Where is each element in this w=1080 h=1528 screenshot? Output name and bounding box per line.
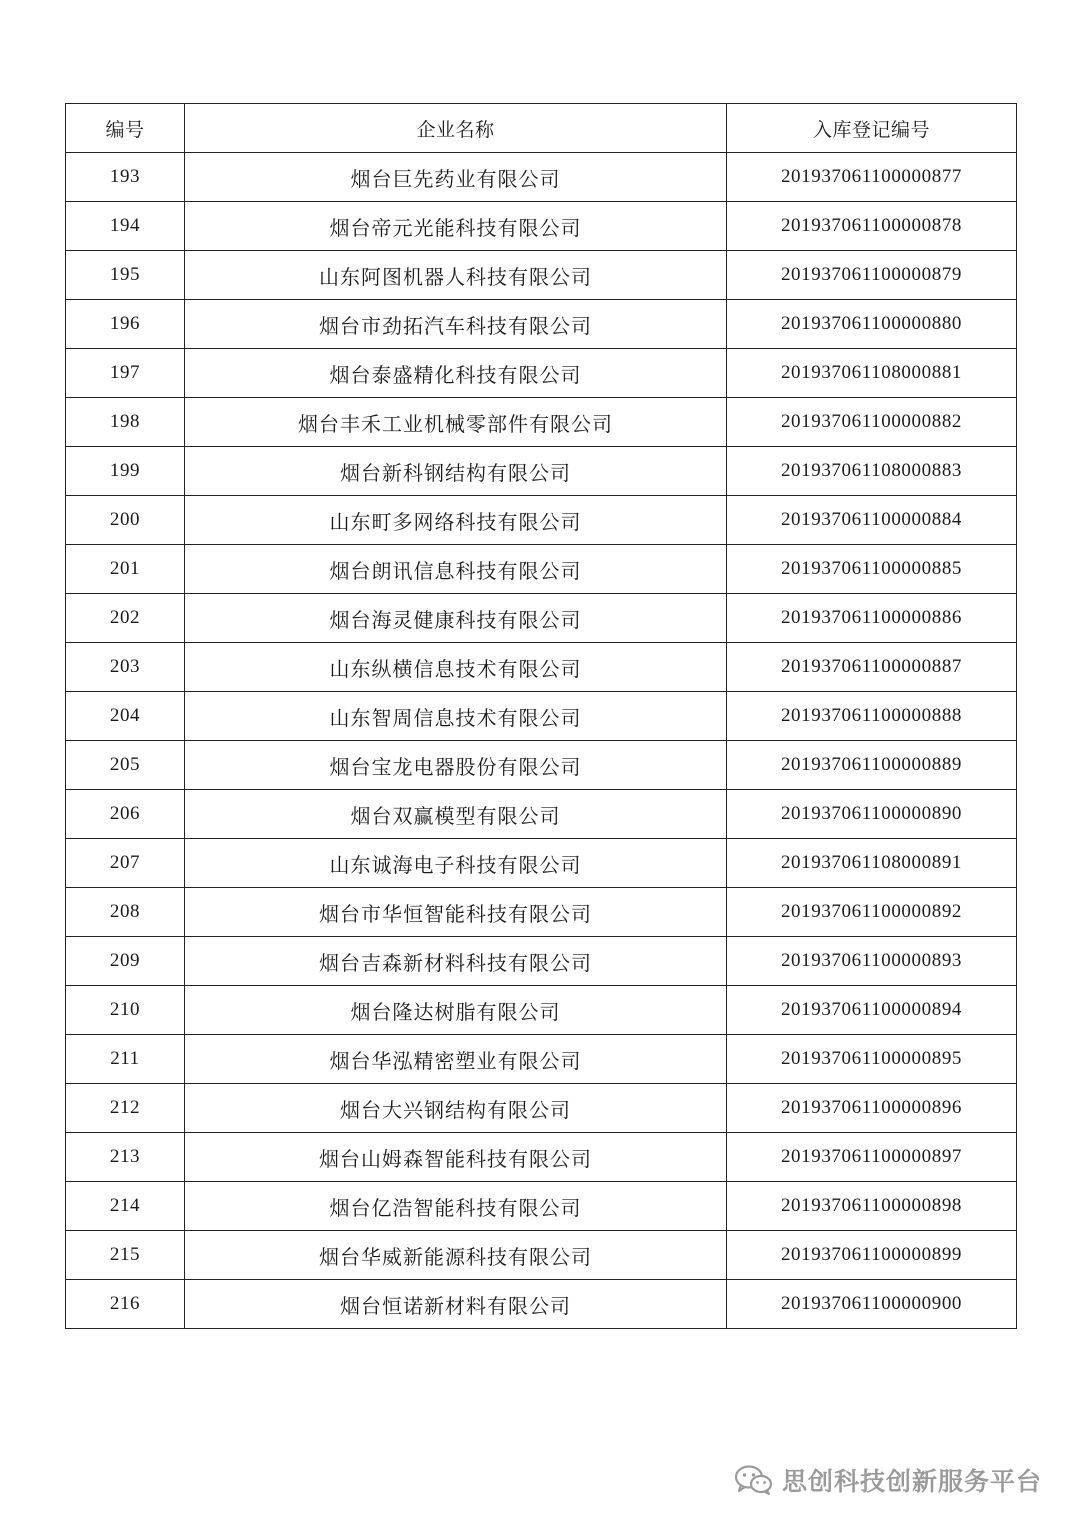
table-row <box>66 545 1017 594</box>
row-registration-number: 201937061108000883 <box>727 447 1017 496</box>
row-registration-number: 201937061100000900 <box>727 1280 1017 1329</box>
table-header-row <box>66 104 1017 153</box>
watermark-text: 思创科技创新服务平台 <box>781 1467 1042 1496</box>
table-row <box>66 790 1017 839</box>
table-row <box>66 888 1017 937</box>
row-company-name: 烟台恒诺新材料有限公司 <box>185 1280 727 1329</box>
row-company-name: 烟台双赢模型有限公司 <box>185 790 727 839</box>
row-registration-number: 201937061100000877 <box>727 153 1017 202</box>
row-number: 199 <box>66 447 185 496</box>
row-number: 211 <box>66 1035 185 1084</box>
row-company-name: 山东智周信息技术有限公司 <box>185 692 727 741</box>
table-row <box>66 447 1017 496</box>
table-row <box>66 349 1017 398</box>
row-registration-number: 201937061100000894 <box>727 986 1017 1035</box>
row-company-name: 烟台华泓精密塑业有限公司 <box>185 1035 727 1084</box>
row-registration-number: 201937061100000885 <box>727 545 1017 594</box>
row-registration-number: 201937061100000887 <box>727 643 1017 692</box>
table-row <box>66 496 1017 545</box>
table-row <box>66 1231 1017 1280</box>
table-row <box>66 986 1017 1035</box>
row-registration-number: 201937061100000884 <box>727 496 1017 545</box>
enterprise-registry-table <box>65 103 1017 1329</box>
row-company-name: 烟台隆达树脂有限公司 <box>185 986 727 1035</box>
row-registration-number: 201937061100000897 <box>727 1133 1017 1182</box>
row-registration-number: 201937061100000892 <box>727 888 1017 937</box>
row-company-name: 烟台巨先药业有限公司 <box>185 153 727 202</box>
table-row <box>66 937 1017 986</box>
row-number: 194 <box>66 202 185 251</box>
row-registration-number: 201937061100000889 <box>727 741 1017 790</box>
row-number: 212 <box>66 1084 185 1133</box>
table-row <box>66 153 1017 202</box>
row-number: 216 <box>66 1280 185 1329</box>
row-registration-number: 201937061100000896 <box>727 1084 1017 1133</box>
table-row <box>66 300 1017 349</box>
row-registration-number: 201937061100000895 <box>727 1035 1017 1084</box>
row-company-name: 烟台亿浩智能科技有限公司 <box>185 1182 727 1231</box>
row-number: 202 <box>66 594 185 643</box>
table-row <box>66 692 1017 741</box>
row-number: 203 <box>66 643 185 692</box>
row-number: 200 <box>66 496 185 545</box>
row-company-name: 烟台华威新能源科技有限公司 <box>185 1231 727 1280</box>
row-number: 206 <box>66 790 185 839</box>
row-registration-number: 201937061100000882 <box>727 398 1017 447</box>
row-number: 210 <box>66 986 185 1035</box>
row-registration-number: 201937061100000888 <box>727 692 1017 741</box>
table-row <box>66 202 1017 251</box>
row-company-name: 山东町多网络科技有限公司 <box>185 496 727 545</box>
row-company-name: 烟台大兴钢结构有限公司 <box>185 1084 727 1133</box>
table-row <box>66 1133 1017 1182</box>
row-number: 204 <box>66 692 185 741</box>
header-registration-number: 入库登记编号 <box>727 104 1017 153</box>
row-number: 205 <box>66 741 185 790</box>
row-company-name: 烟台帝元光能科技有限公司 <box>185 202 727 251</box>
table-row <box>66 398 1017 447</box>
table-row <box>66 643 1017 692</box>
wechat-icon <box>734 1464 774 1496</box>
row-registration-number: 201937061100000898 <box>727 1182 1017 1231</box>
row-number: 195 <box>66 251 185 300</box>
row-number: 196 <box>66 300 185 349</box>
row-company-name: 烟台朗讯信息科技有限公司 <box>185 545 727 594</box>
row-company-name: 山东纵横信息技术有限公司 <box>185 643 727 692</box>
row-number: 193 <box>66 153 185 202</box>
row-number: 215 <box>66 1231 185 1280</box>
row-number: 208 <box>66 888 185 937</box>
row-registration-number: 201937061100000879 <box>727 251 1017 300</box>
row-registration-number: 201937061100000886 <box>727 594 1017 643</box>
row-number: 214 <box>66 1182 185 1231</box>
row-registration-number: 201937061100000878 <box>727 202 1017 251</box>
row-registration-number: 201937061100000880 <box>727 300 1017 349</box>
wechat-watermark <box>734 1462 1042 1498</box>
table-row <box>66 251 1017 300</box>
header-number: 编号 <box>66 104 185 153</box>
row-company-name: 烟台宝龙电器股份有限公司 <box>185 741 727 790</box>
row-registration-number: 201937061108000881 <box>727 349 1017 398</box>
table-row <box>66 1182 1017 1231</box>
row-company-name: 烟台市劲拓汽车科技有限公司 <box>185 300 727 349</box>
table-row <box>66 594 1017 643</box>
row-number: 201 <box>66 545 185 594</box>
row-registration-number: 201937061108000891 <box>727 839 1017 888</box>
table-row <box>66 1280 1017 1329</box>
header-company-name: 企业名称 <box>185 104 727 153</box>
row-number: 213 <box>66 1133 185 1182</box>
row-company-name: 烟台山姆森智能科技有限公司 <box>185 1133 727 1182</box>
row-number: 207 <box>66 839 185 888</box>
row-company-name: 烟台新科钢结构有限公司 <box>185 447 727 496</box>
table-row <box>66 1084 1017 1133</box>
table-body <box>66 153 1017 1329</box>
row-company-name: 烟台海灵健康科技有限公司 <box>185 594 727 643</box>
table-row <box>66 1035 1017 1084</box>
row-company-name: 烟台吉森新材料科技有限公司 <box>185 937 727 986</box>
row-number: 197 <box>66 349 185 398</box>
row-registration-number: 201937061100000893 <box>727 937 1017 986</box>
row-registration-number: 201937061100000890 <box>727 790 1017 839</box>
row-company-name: 烟台市华恒智能科技有限公司 <box>185 888 727 937</box>
row-number: 209 <box>66 937 185 986</box>
row-company-name: 烟台丰禾工业机械零部件有限公司 <box>185 398 727 447</box>
row-company-name: 烟台泰盛精化科技有限公司 <box>185 349 727 398</box>
table-row <box>66 839 1017 888</box>
row-company-name: 山东阿图机器人科技有限公司 <box>185 251 727 300</box>
row-number: 198 <box>66 398 185 447</box>
table-row <box>66 741 1017 790</box>
row-company-name: 山东诚海电子科技有限公司 <box>185 839 727 888</box>
row-registration-number: 201937061100000899 <box>727 1231 1017 1280</box>
